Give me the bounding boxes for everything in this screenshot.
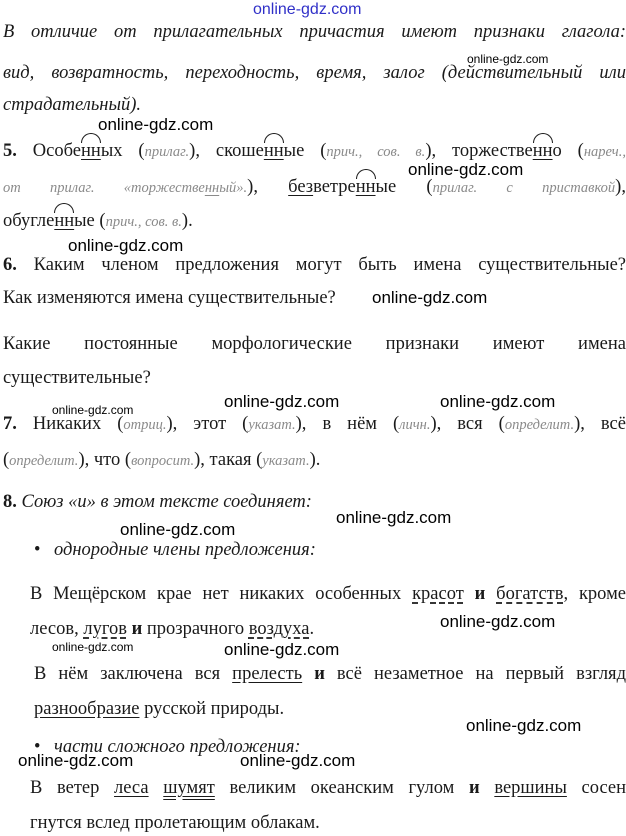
example-2-line-2: разнообразие русской природы. xyxy=(34,699,285,719)
word-torzhestvenno: торжественно xyxy=(452,141,562,161)
example-3-line-2: гнутся вслед пролетающим облакам. xyxy=(30,813,320,833)
watermark: online-gdz.com xyxy=(240,751,356,770)
watermark: online-gdz.com xyxy=(408,160,524,179)
example-2-line-1: В нём заключена вся прелесть и всё незаметное на первый взгляд xyxy=(34,664,626,684)
word-osobennyh: Особенных xyxy=(32,141,123,161)
watermark: online-gdz.com xyxy=(98,115,214,134)
watermark: online-gdz.com xyxy=(440,392,556,411)
section-6-line-1: 6. Каким членом предложения могут быть имена существительные? xyxy=(3,255,626,275)
watermark-small: online-gdz.com xyxy=(52,403,134,417)
watermark: online-gdz.com xyxy=(18,751,134,770)
word-bezvetrennye: безветренные xyxy=(288,177,397,197)
word-obuglennye: обугленные xyxy=(3,211,95,231)
section-7-line-2: (определит.), что (вопросит.), такая (указат.). xyxy=(3,450,321,470)
watermark: online-gdz.com xyxy=(466,716,582,735)
watermark: online-gdz.com xyxy=(224,640,340,659)
section-8-title: 8. Союз «и» в этом тексте соединяет: xyxy=(3,492,312,512)
section-5-line-3: обугленные (прич., сов. в.). xyxy=(3,211,193,231)
word-skoshennye: скошенные xyxy=(215,141,305,161)
watermark: online-gdz.com xyxy=(440,612,556,631)
section-8-bullet-1: • однородные члены предложения: xyxy=(54,539,626,561)
watermark: online-gdz.com xyxy=(372,288,488,307)
section-7-line-1: 7. Никаких (отриц.), этот (указат.), в нём (личн.), вся (определит.), всё xyxy=(3,414,626,434)
watermark: online-gdz.com xyxy=(336,508,452,527)
section-6-line-3: Какие постоянные морфологические признаки имеют имена xyxy=(3,334,626,354)
section-5-line-2: от прилаг. «торжественный».), безветренные (прилаг. с приставкой), xyxy=(3,177,626,197)
section-5-line-1: 5. Особенных (прилаг.), скошенные (прич., сов. в.), торжественно (нареч., xyxy=(3,141,626,161)
watermark-top: online-gdz.com xyxy=(253,1,362,18)
section-8-bullet-2: • части сложного предложения: xyxy=(54,736,626,758)
section-6-line-4: существительные? xyxy=(3,368,151,388)
watermark-small: online-gdz.com xyxy=(52,640,134,654)
intro-line-3: страдательный). xyxy=(3,95,142,115)
example-3-line-1: В ветер леса шумят великим океанским гулом и вершины сосен xyxy=(30,778,626,798)
watermark: online-gdz.com xyxy=(224,392,340,411)
intro-line-1: В отличие от прилагательных причастия имеют признаки глагола: xyxy=(3,22,626,42)
watermark-small: online-gdz.com xyxy=(467,52,549,66)
section-6-line-2: Как изменяются имена существительные? xyxy=(3,288,336,308)
example-1-line-1: В Мещёрском крае нет никаких особенных красот и богатств, кроме xyxy=(30,584,626,604)
watermark: online-gdz.com xyxy=(120,520,236,539)
example-1-line-2: лесов, лугов и прозрачного воздуха. xyxy=(30,619,315,639)
watermark: online-gdz.com xyxy=(68,236,184,255)
intro-line-2: вид, возвратность, переходность, время, залог (действительный или xyxy=(3,63,626,83)
